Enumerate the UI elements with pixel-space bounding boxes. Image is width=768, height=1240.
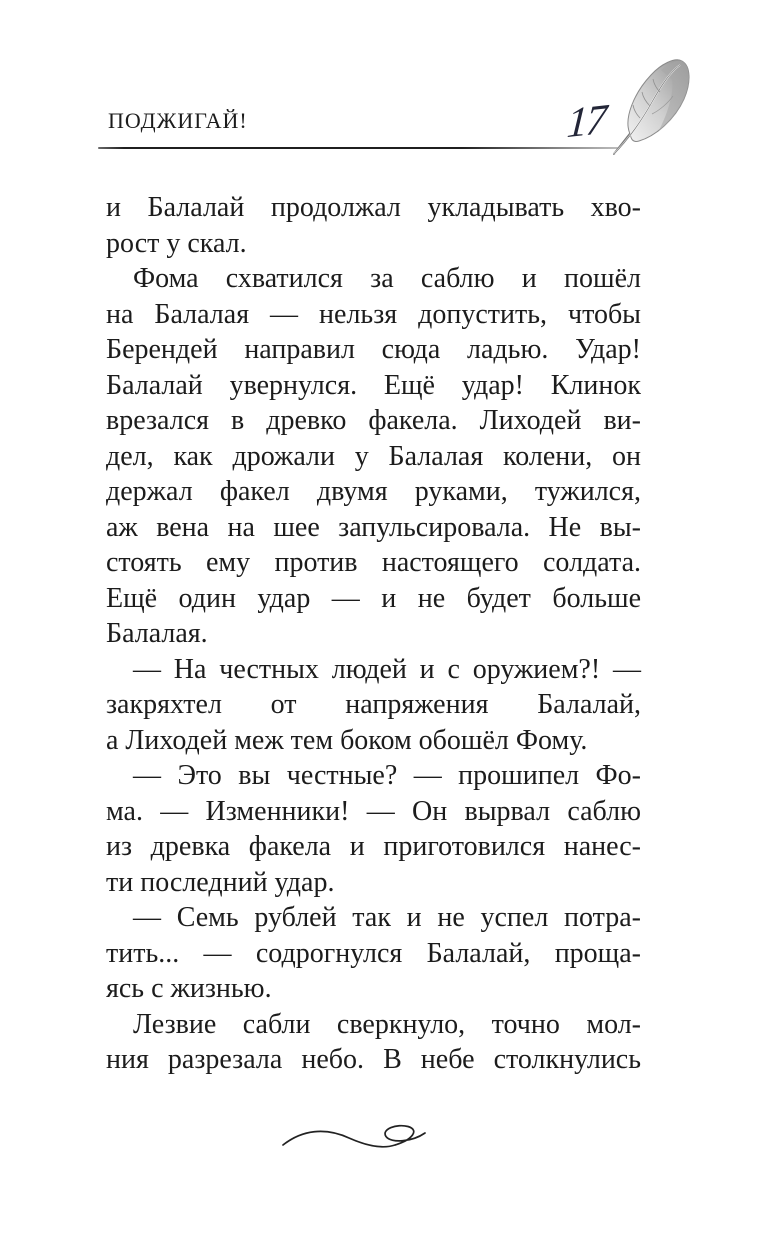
text-line: стоять ему против настоящего солдата. <box>106 547 641 578</box>
running-head-title: ПОДЖИГАЙ! <box>108 108 248 133</box>
text-line: Ещё один удар — и не будет больше <box>106 582 641 614</box>
body-text <box>106 190 641 1078</box>
text-line: аж вена на шее запульсировала. Не вы- <box>106 511 641 543</box>
text-line: — На честных людей и с оружием?! — <box>133 653 641 685</box>
text-line: ти последний удар. <box>106 866 335 898</box>
text-line: из древка факела и приготовился нанес- <box>106 831 641 862</box>
text-line: рост у скал. <box>106 227 247 259</box>
text-line: ясь с жизнью. <box>106 973 272 1004</box>
flourish-divider <box>280 1118 432 1154</box>
header-rule <box>98 147 618 149</box>
text-line: на Балалая — нельзя допустить, чтобы <box>106 298 641 330</box>
text-line: врезался в древко факела. Лиходей ви- <box>106 405 641 436</box>
text-line: Балалай увернулся. Ещё удар! Клинок <box>106 369 641 401</box>
text-line: Балалая. <box>106 618 208 649</box>
page-number: 17 <box>565 96 607 148</box>
text-line: закряхтел от напряжения Балалай, <box>106 689 641 720</box>
text-line: ма. — Изменники! — Он вырвал саблю <box>106 795 641 827</box>
text-line: — Семь рублей так и не успел потра- <box>133 902 641 933</box>
text-line: Лезвие сабли сверкнуло, точно мол- <box>133 1008 641 1040</box>
text-line: Берендей направил сюда ладью. Удар! <box>106 334 641 365</box>
text-line: дел, как дрожали у Балалая колени, он <box>106 440 641 472</box>
text-line: держал факел двумя руками, тужился, <box>106 476 641 507</box>
text-line: Фома схватился за саблю и пошёл <box>133 263 641 294</box>
feather-quill-icon <box>606 56 698 160</box>
text-line: — Это вы честные? — прошипел Фо- <box>133 760 641 791</box>
text-line: ния разрезала небо. В небе столкнулись <box>106 1044 641 1075</box>
text-line: а Лиходей меж тем боком обошёл Фому. <box>106 724 588 756</box>
text-line: тить... — содрогнулся Балалай, проща- <box>106 937 641 969</box>
text-line: и Балалай продолжал укладывать хво- <box>106 192 641 223</box>
